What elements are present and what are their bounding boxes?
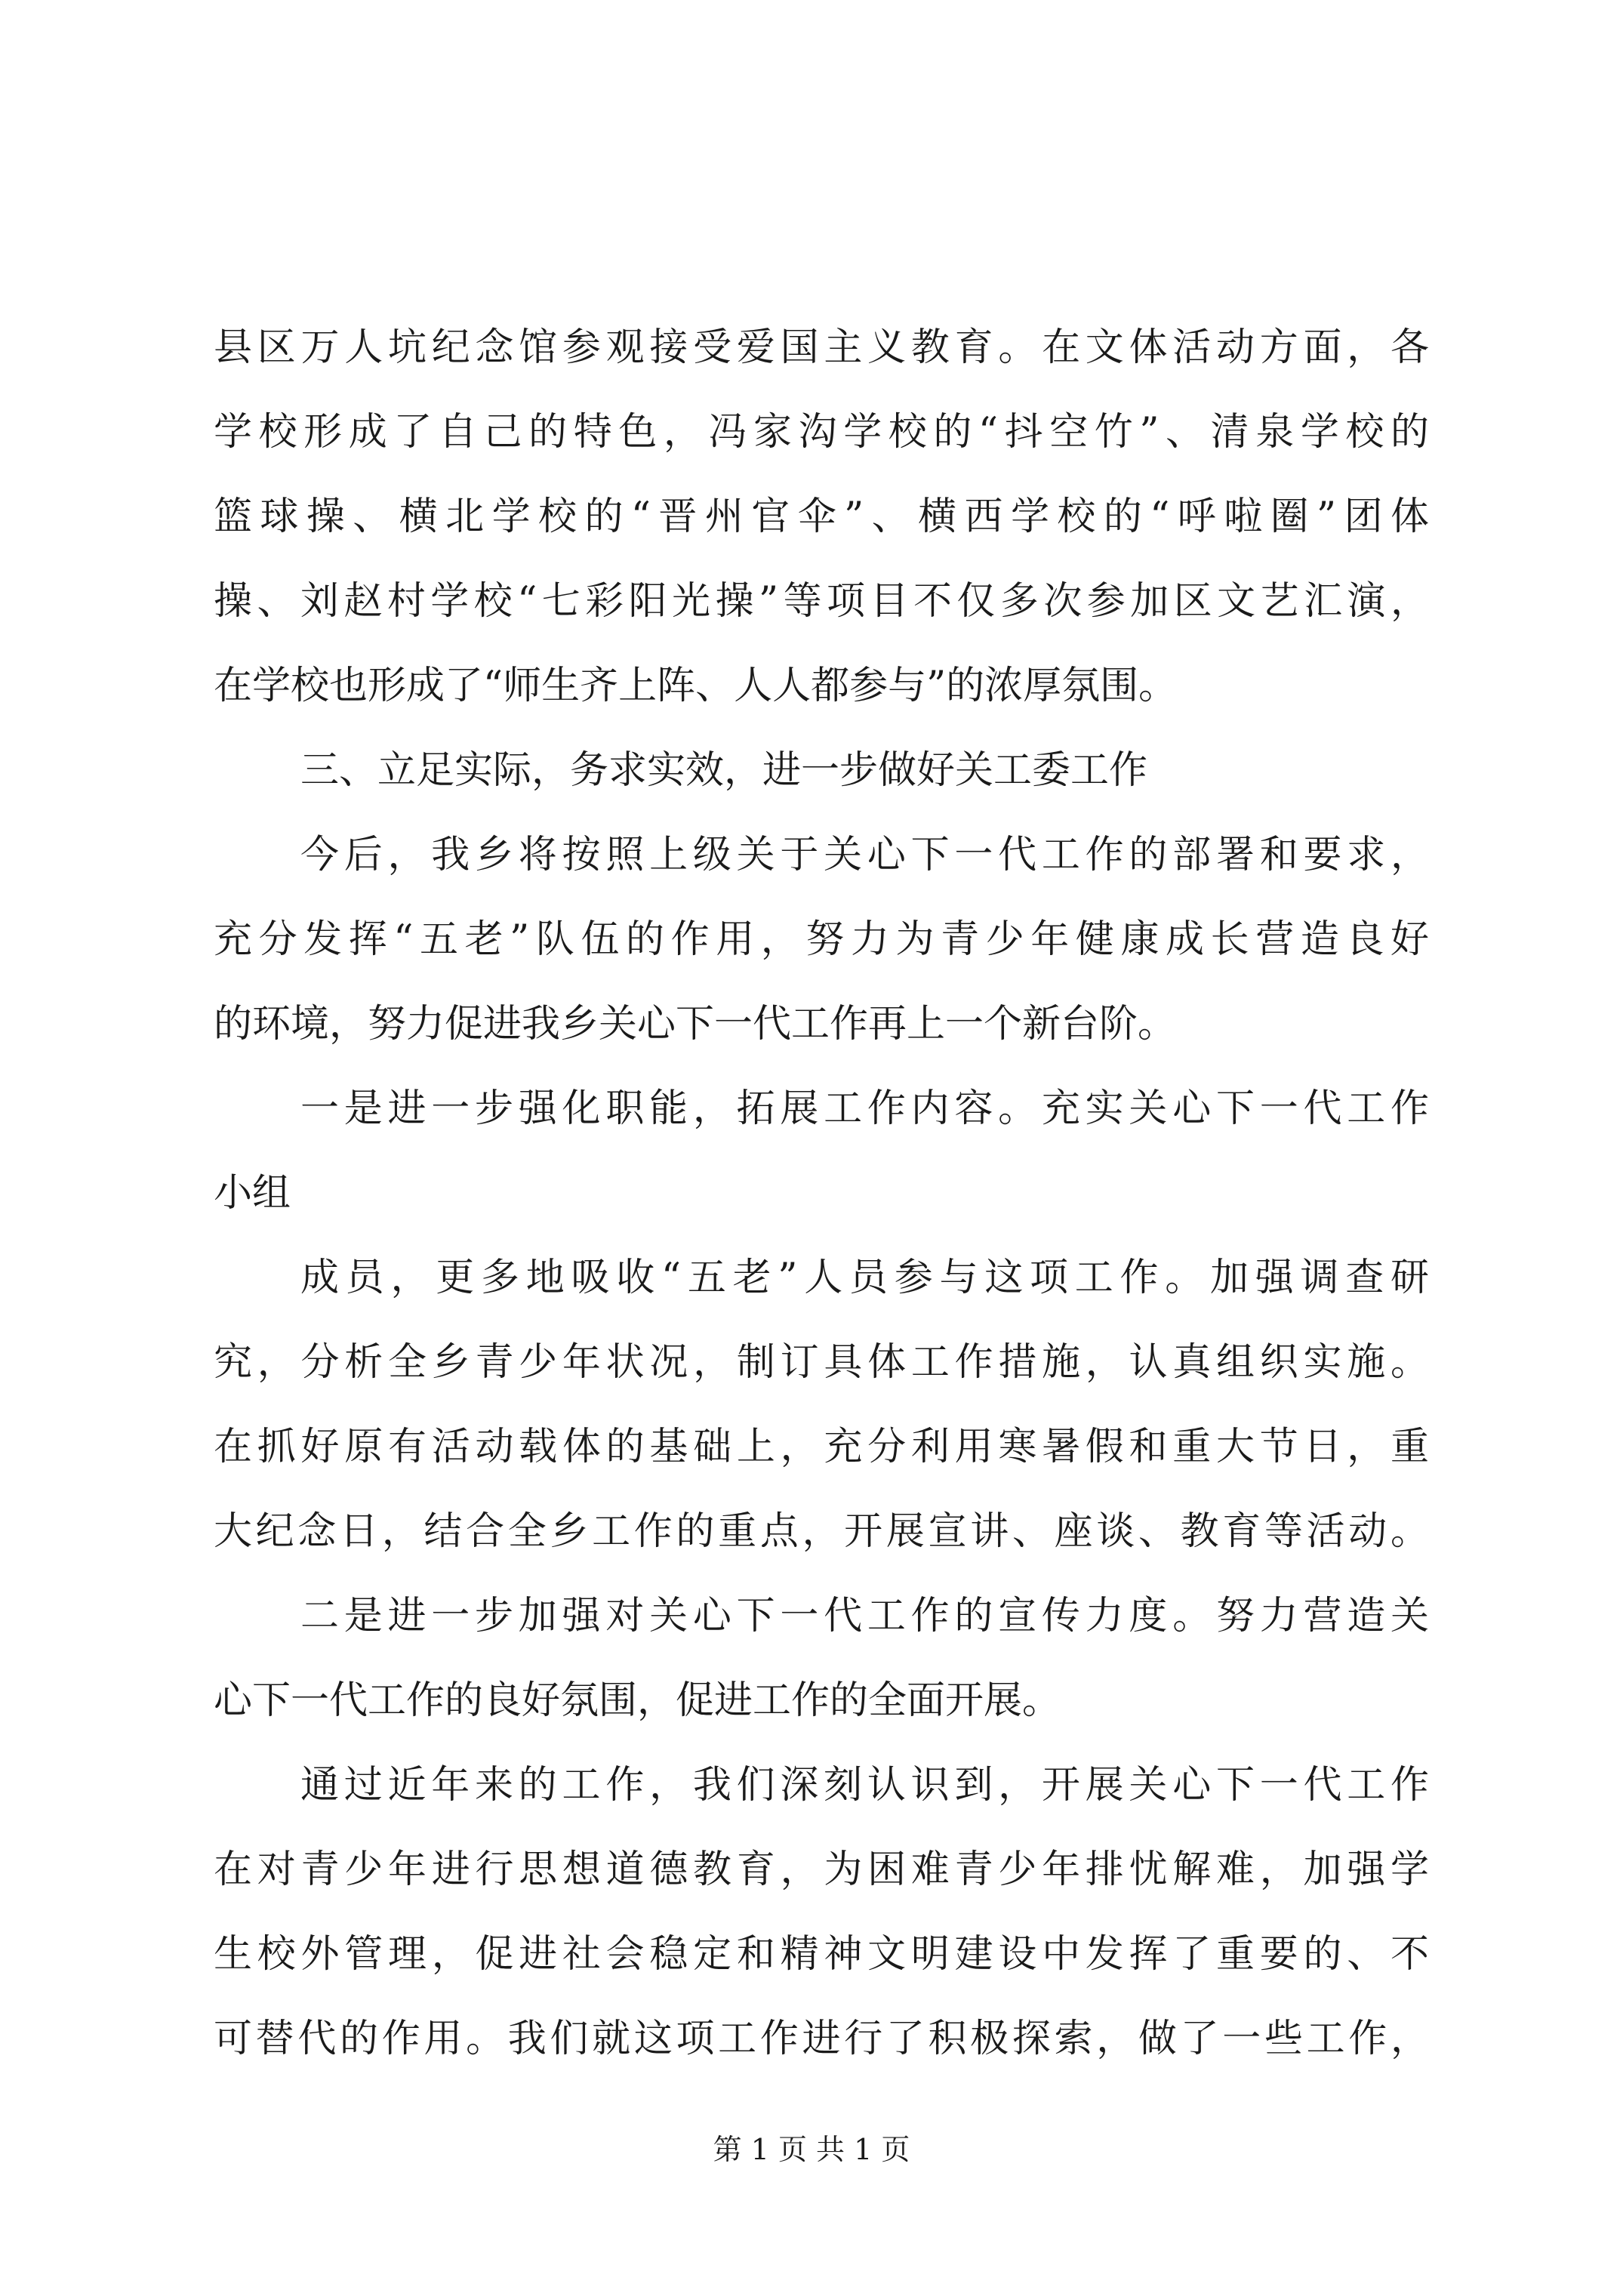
text-line: 篮球操、横北学校的“晋州官伞”、横西学校的“呼啦圈”团体 [214,495,1429,539]
text-line: 的环境，努力促进我乡关心下一代工作再上一个新台阶。 [214,1002,1177,1046]
text-line: 心下一代工作的良好氛围，促进工作的全面开展。 [214,1678,1061,1723]
text-line: 可替代的作用。我们就这项工作进行了积极探索，做了一些工作， [214,2017,1429,2061]
text-line: 通过近年来的工作，我们深刻认识到，开展关心下一代工作 [300,1763,1429,1808]
page-footer [0,2131,1623,2168]
text-line: 小组 [214,1171,291,1216]
text-line: 成员，更多地吸收“五老”人员参与这项工作。加强调查研 [300,1256,1429,1300]
text-line: 二是进一步加强对关心下一代工作的宣传力度。努力营造关 [300,1594,1429,1638]
document-body [214,306,1429,2082]
text-line: 县区万人坑纪念馆参观接受爱国主义教育。在文体活动方面，各 [214,325,1429,370]
text-line: 操、刘赵村学校“七彩阳光操”等项目不仅多次参加区文艺汇演， [214,579,1429,624]
text-line: 大纪念日，结合全乡工作的重点，开展宣讲、座谈、教育等活动。 [214,1509,1429,1554]
text-line: 学校形成了自己的特色，冯家沟学校的“抖空竹”、清泉学校的 [214,410,1429,455]
text-line: 充分发挥“五老”队伍的作用，努力为青少年健康成长营造良好 [214,917,1429,962]
text-line: 在对青少年进行思想道德教育，为困难青少年排忧解难，加强学 [214,1848,1429,1892]
text-line: 在学校也形成了“师生齐上阵、人人都参与”的浓厚氛围。 [214,664,1178,708]
text-line: 今后，我乡将按照上级关于关心下一代工作的部署和要求， [300,833,1429,877]
text-line: 究，分析全乡青少年状况，制订具体工作措施，认真组织实施。 [214,1340,1429,1385]
section-heading: 三、立足实际，务求实效，进一步做好关工委工作 [300,748,1148,793]
text-line: 在抓好原有活动载体的基础上，充分利用寒暑假和重大节日，重 [214,1425,1429,1469]
text-line: 一是进一步强化职能，拓展工作内容。充实关心下一代工作 [300,1086,1429,1131]
text-line: 生校外管理，促进社会稳定和精神文明建设中发挥了重要的、不 [214,1932,1429,1977]
page-number: 第 1 页 共 1 页 [713,2133,910,2166]
